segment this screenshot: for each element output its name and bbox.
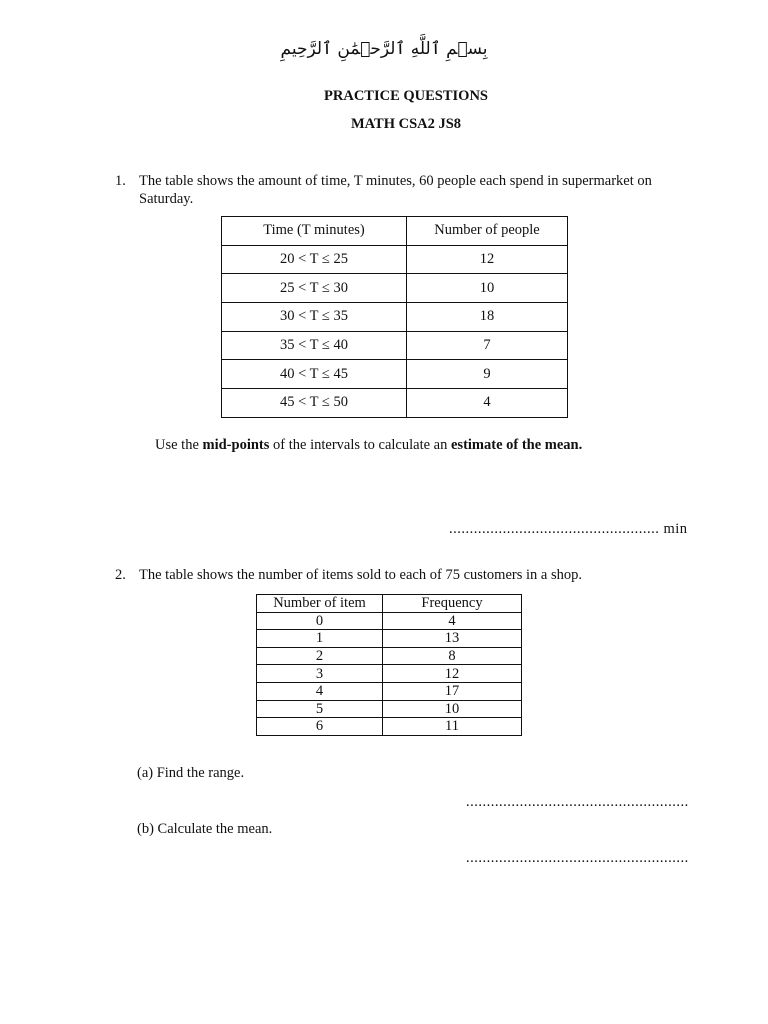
table-row: [257, 612, 522, 630]
header-cell: Time (T minutes): [222, 217, 407, 246]
instruction-bold-estimate: estimate of the mean.: [450, 437, 583, 453]
table-cell: 8: [383, 647, 522, 665]
table-cell: 0: [257, 612, 383, 630]
question-2-part-b: (b) Calculate the mean.: [137, 821, 273, 837]
table-cell: 4: [257, 682, 383, 700]
question-2-part-a: (a) Find the range.: [137, 765, 245, 781]
question-1-number: 1.: [115, 173, 126, 189]
question-2-number: 2.: [115, 567, 126, 583]
table-header-row: [222, 217, 568, 246]
table-cell: 13: [383, 630, 522, 648]
table-row: [222, 331, 568, 360]
table-cell: 17: [383, 682, 522, 700]
table-row: [257, 665, 522, 683]
table-cell: 40 < T ≤ 45: [222, 360, 407, 389]
table-cell: 18: [407, 303, 568, 332]
table-cell: 9: [407, 360, 568, 389]
question-2-answer-a-line: ......................................................: [466, 794, 689, 810]
table-cell: 12: [383, 665, 522, 683]
table-cell: 10: [383, 700, 522, 718]
question-1-answer-line: ................................................... min: [449, 521, 688, 537]
table-cell: 12: [407, 245, 568, 274]
bismillah-heading: بِسۡمِ ٱللَّهِ ٱلرَّحۡمَٰنِ ٱلرَّحِيمِ: [280, 39, 488, 59]
instruction-text: of the intervals to calculate an: [269, 437, 451, 453]
table-cell: 11: [383, 718, 522, 736]
table-row: [257, 630, 522, 648]
table-cell: 25 < T ≤ 30: [222, 274, 407, 303]
table-cell: 3: [257, 665, 383, 683]
instruction-bold-midpoints: mid-points: [202, 437, 270, 453]
table-row: [257, 718, 522, 736]
table-cell: 4: [407, 389, 568, 418]
header-cell: Frequency: [383, 595, 522, 613]
question-2-answer-b-line: ......................................................: [466, 850, 689, 866]
table-cell: 5: [257, 700, 383, 718]
table-cell: 7: [407, 331, 568, 360]
table-row: [257, 647, 522, 665]
table-cell: 45 < T ≤ 50: [222, 389, 407, 418]
table-row: [222, 360, 568, 389]
table-cell: 4: [383, 612, 522, 630]
header-cell: Number of people: [407, 217, 568, 246]
question-2-text: The table shows the number of items sold to each of 75 customers in a shop.: [139, 567, 582, 583]
table-cell: 6: [257, 718, 383, 736]
table-cell: 35 < T ≤ 40: [222, 331, 407, 360]
page-subtitle: MATH CSA2 JS8: [350, 116, 462, 132]
table-cell: 1: [257, 630, 383, 648]
table-cell: 20 < T ≤ 25: [222, 245, 407, 274]
time-frequency-table: [221, 216, 568, 418]
table-row: [222, 389, 568, 418]
items-frequency-table: [256, 594, 522, 736]
instruction-text: Use the: [155, 437, 203, 453]
table-row: [222, 303, 568, 332]
table-cell: 10: [407, 274, 568, 303]
table-header-row: [257, 595, 522, 613]
table-row: [257, 700, 522, 718]
question-1-instruction: [155, 437, 582, 454]
header-cell: Number of item: [257, 595, 383, 613]
table-row: [257, 682, 522, 700]
question-1-text: The table shows the amount of time, T minutes, 60 people each spend in supermarket on Saturday.: [139, 173, 652, 207]
page-title: PRACTICE QUESTIONS: [324, 88, 488, 104]
table-row: [222, 245, 568, 274]
table-row: [222, 274, 568, 303]
table-cell: 30 < T ≤ 35: [222, 303, 407, 332]
table-cell: 2: [257, 647, 383, 665]
